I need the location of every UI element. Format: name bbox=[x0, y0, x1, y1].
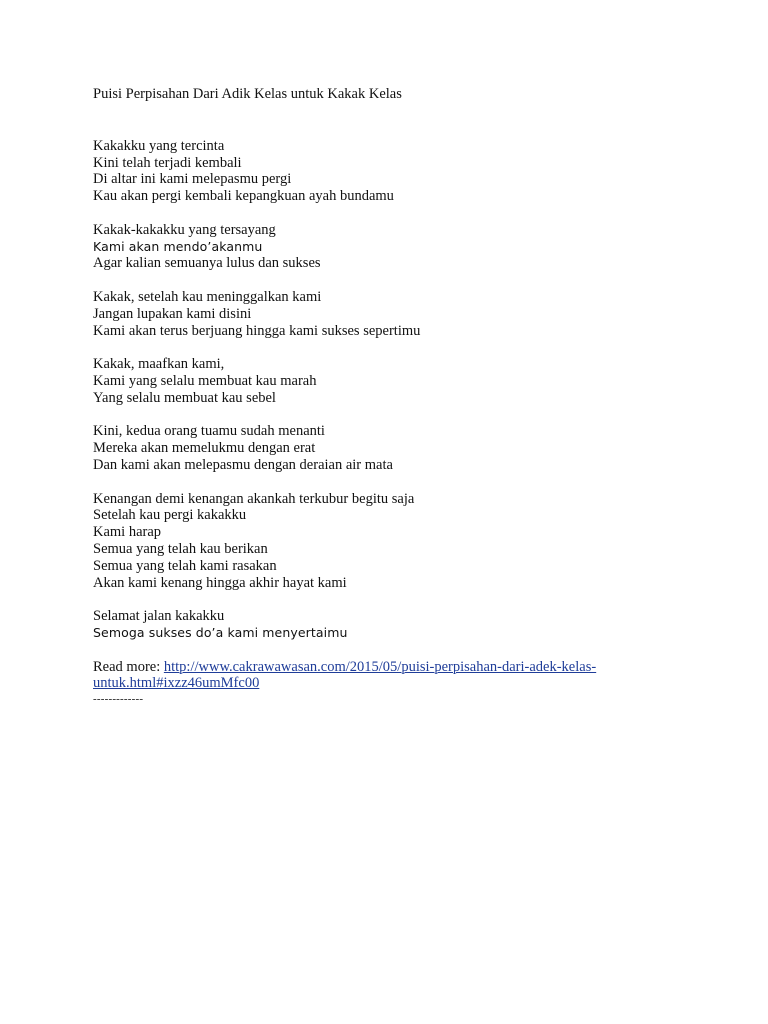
document-body bbox=[93, 86, 693, 706]
stanza-4 bbox=[93, 356, 693, 406]
read-more-link[interactable]: http://www.cakrawawasan.com/2015/05/puisi-perpisahan-dari-adek-kelas- bbox=[163, 658, 597, 675]
poem-line: Semoga sukses do’a kami menyertaimu bbox=[93, 624, 348, 640]
poem-title: Puisi Perpisahan Dari Adik Kelas untuk Kakak Kelas bbox=[93, 86, 402, 102]
poem-line: Kakakku yang tercinta bbox=[93, 137, 225, 154]
poem-line: Kakak, setelah kau meninggalkan kami bbox=[93, 288, 322, 305]
poem-line: Setelah kau pergi kakakku bbox=[93, 507, 247, 524]
poem-line: Kini, kedua orang tuamu sudah menanti bbox=[93, 423, 325, 440]
poem-line: Kami akan mendo’akanmu bbox=[93, 238, 263, 254]
read-more-label: Read more: bbox=[93, 658, 164, 675]
poem-line: Dan kami akan melepasmu dengan deraian air mata bbox=[93, 456, 393, 473]
poem-line: Kau akan pergi kembali kepangkuan ayah bundamu bbox=[93, 188, 394, 205]
poem-line: Kini telah terjadi kembali bbox=[93, 154, 242, 171]
poem-line: Semua yang telah kau berikan bbox=[93, 540, 268, 557]
poem-line: Selamat jalan kakakku bbox=[93, 608, 225, 625]
stanza-3 bbox=[93, 289, 693, 339]
stanza-7 bbox=[93, 608, 693, 642]
poem-line: Kami harap bbox=[93, 524, 162, 541]
poem-line: Kenangan demi kenangan akankah terkubur begitu saja bbox=[93, 490, 415, 507]
read-more-link-continued[interactable]: untuk.html#ixzz46umMfc00 bbox=[93, 675, 260, 692]
stanza-1 bbox=[93, 138, 693, 205]
poem-line: Di altar ini kami melepasmu pergi bbox=[93, 171, 292, 188]
stanza-5 bbox=[93, 423, 693, 473]
poem-line: Akan kami kenang hingga akhir hayat kami bbox=[93, 574, 347, 591]
read-more bbox=[93, 659, 693, 707]
poem-line: Agar kalian semuanya lulus dan sukses bbox=[93, 255, 321, 272]
poem-line: Mereka akan memelukmu dengan erat bbox=[93, 440, 316, 457]
stanza-2 bbox=[93, 222, 693, 272]
poem-line: Kami yang selalu membuat kau marah bbox=[93, 372, 317, 389]
stanza-6 bbox=[93, 491, 693, 592]
poem-line: Yang selalu membuat kau sebel bbox=[93, 389, 276, 406]
poem-line: Kakak-kakakku yang tersayang bbox=[93, 221, 276, 238]
read-more-line-1 bbox=[93, 659, 693, 676]
poem-line: Kakak, maafkan kami, bbox=[93, 356, 225, 373]
poem-line: Semua yang telah kami rasakan bbox=[93, 557, 277, 574]
poem-line: Kami akan terus berjuang hingga kami sukses sepertimu bbox=[93, 322, 421, 339]
read-more-line-2 bbox=[93, 675, 693, 692]
separator-line: ------------- bbox=[93, 693, 144, 706]
poem-line: Jangan lupakan kami disini bbox=[93, 305, 252, 322]
